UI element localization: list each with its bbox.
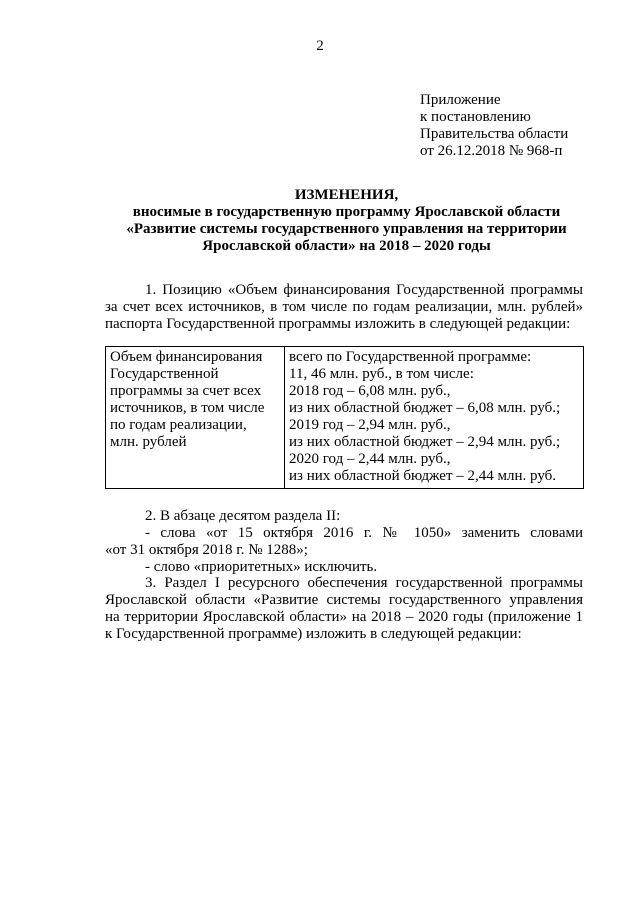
paragraph-line: на территории Ярославской области» на 2018 – 2020 годы (приложение 1 xyxy=(105,609,583,625)
appendix-note xyxy=(420,92,620,160)
title-line: ИЗМЕНЕНИЯ, xyxy=(294,187,399,203)
paragraph-1 xyxy=(105,282,583,333)
cell-line: 2018 год – 6,08 млн. руб., xyxy=(289,383,451,399)
paragraph-line: - слово «приоритетных» исключить. xyxy=(145,559,378,575)
table-row xyxy=(106,347,584,489)
table-cell-label xyxy=(106,347,285,489)
page-number: 2 xyxy=(316,38,324,54)
cell-line: источников, в том числе xyxy=(110,400,265,416)
paragraph-line: за счет всех источников, в том числе по годам реализации, млн. рублей» xyxy=(105,299,583,315)
cell-line: всего по Государственной программе: xyxy=(289,349,532,365)
cell-line: млн. рублей xyxy=(110,434,187,450)
paragraph-line: 3. Раздел I ресурсного обеспечения государственной программы xyxy=(145,575,583,591)
title-line: вносимые в государственную программу Ярославской области xyxy=(132,204,561,220)
title-line: Ярославской области» на 2018 – 2020 годы xyxy=(202,238,491,254)
paragraph-line: паспорта Государственной программы изложить в следующей редакции: xyxy=(105,316,571,332)
cell-line: Объем финансирования xyxy=(110,349,263,365)
cell-line: программы за счет всех xyxy=(110,383,262,399)
paragraph-2 xyxy=(105,508,583,576)
paragraph-line: 1. Позицию «Объем финансирования Государственной программы xyxy=(145,282,583,298)
cell-line: из них областной бюджет – 2,94 млн. руб.; xyxy=(289,434,561,450)
financing-table xyxy=(105,346,584,489)
paragraph-line: 2. В абзаце десятом раздела II: xyxy=(145,508,341,524)
paragraph-line: к Государственной программе) изложить в следующей редакции: xyxy=(105,626,522,642)
cell-line: 2019 год – 2,94 млн. руб., xyxy=(289,417,451,433)
title-line: «Развитие системы государственного управления на территории xyxy=(126,221,567,237)
document-title xyxy=(105,187,588,255)
paragraph-line: «от 31 октября 2018 г. № 1288»; xyxy=(105,542,308,558)
paragraph-3 xyxy=(105,575,583,643)
appendix-line: Приложение xyxy=(420,92,501,108)
appendix-line: Правительства области xyxy=(420,126,569,142)
table-cell-value xyxy=(285,347,584,489)
paragraph-line: Ярославской области «Развитие системы государственного управления xyxy=(105,592,583,608)
paragraph-line: - слова «от 15 октября 2016 г. № 1050» заменить словами xyxy=(145,525,583,541)
cell-line: 11, 46 млн. руб., в том числе: xyxy=(289,366,474,382)
cell-line: по годам реализации, xyxy=(110,417,247,433)
appendix-line: к постановлению xyxy=(420,109,531,125)
cell-line: из них областной бюджет – 2,44 млн. руб. xyxy=(289,468,557,484)
appendix-line: от 26.12.2018 № 968-п xyxy=(420,143,563,159)
cell-line: 2020 год – 2,44 млн. руб., xyxy=(289,451,451,467)
cell-line: Государственной xyxy=(110,366,219,382)
cell-line: из них областной бюджет – 6,08 млн. руб.; xyxy=(289,400,561,416)
